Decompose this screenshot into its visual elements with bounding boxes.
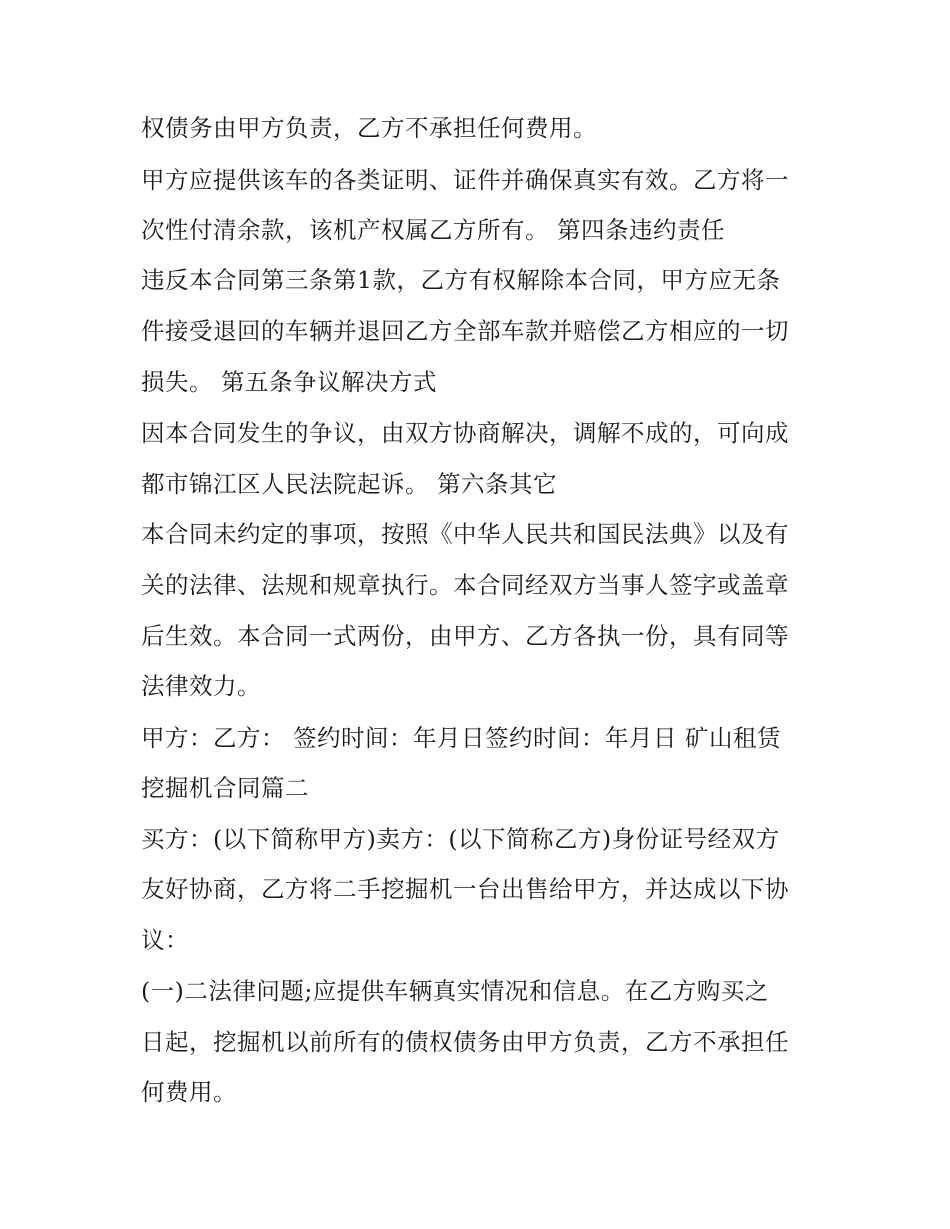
text-line-17: 议： [141, 926, 189, 954]
text-line-14: 挖掘机合同篇二 [141, 774, 309, 802]
text-line-8: 都市锦江区人民法院起诉。 第六条其它 [141, 470, 557, 498]
text-line-9: 本合同未约定的事项，按照《中华人民共和国民法典》以及有 [141, 520, 789, 548]
text-line-4: 违反本合同第三条第1款，乙方有权解除本合同，甲方应无条 [141, 266, 781, 294]
text-line-1: 权债务由甲方负责，乙方不承担任何费用。 [141, 114, 597, 142]
text-line-20: 何费用。 [141, 1078, 237, 1106]
text-line-3: 次性付清余款，该机产权属乙方所有。 第四条违约责任 [141, 216, 725, 244]
text-line-13: 甲方：乙方： 签约时间：年月日签约时间：年月日 矿山租赁 [141, 724, 781, 752]
text-line-19: 日起，挖掘机以前所有的债权债务由甲方负责，乙方不承担任 [141, 1028, 789, 1056]
text-line-15: 买方：(以下简称甲方)卖方：(以下简称乙方)身份证号经双方 [141, 825, 780, 853]
text-line-5: 件接受退回的车辆并退回乙方全部车款并赔偿乙方相应的一切 [141, 317, 789, 345]
text-line-12: 法律效力。 [141, 672, 261, 700]
text-line-16: 友好协商，乙方将二手挖掘机一台出售给甲方，并达成以下协 [141, 875, 789, 903]
text-line-7: 因本合同发生的争议，由双方协商解决，调解不成的，可向成 [141, 419, 789, 447]
text-line-11: 后生效。本合同一式两份，由甲方、乙方各执一份，具有同等 [141, 622, 789, 650]
text-line-10: 关的法律、法规和规章执行。本合同经双方当事人签字或盖章 [141, 571, 789, 599]
text-line-18: (一)二法律问题;应提供车辆真实情况和信息。在乙方购买之 [141, 977, 769, 1005]
text-line-2: 甲方应提供该车的各类证明、证件并确保真实有效。乙方将一 [141, 166, 789, 194]
text-line-6: 损失。 第五条争议解决方式 [141, 368, 437, 396]
